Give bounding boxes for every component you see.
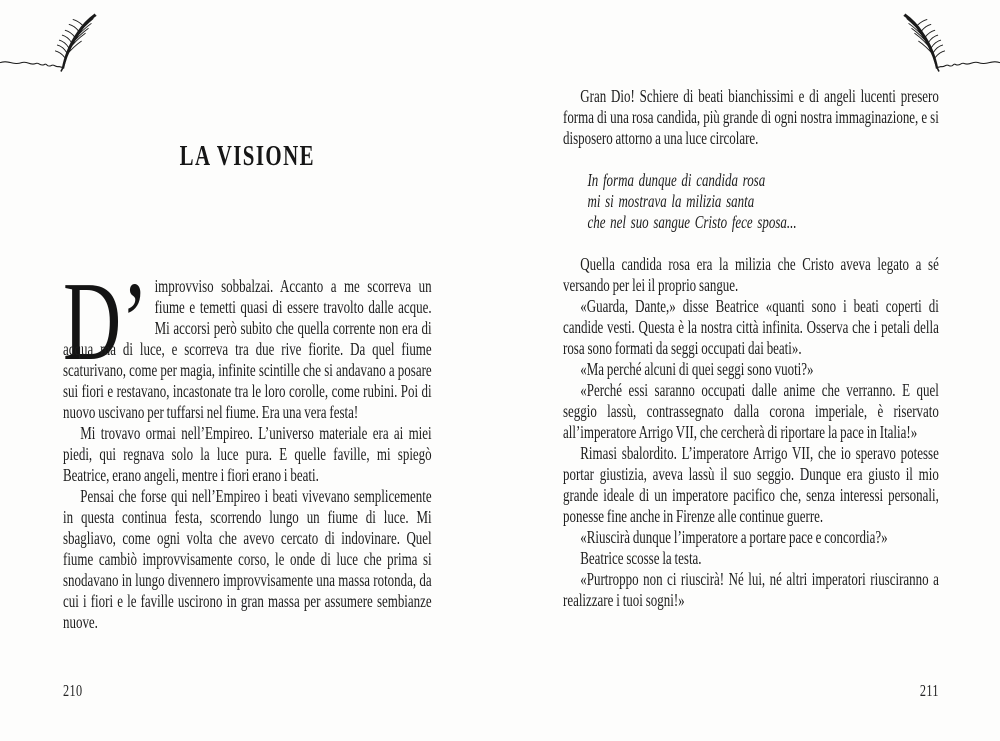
paragraph: «Perché essi saranno occupati dalle anime che verranno. E quel seggio lassù, contrassegnato dalla corona imperiale, è riservato all’imperatore Arrigo VII, che cercherà di riportare la pace in Italia!» [563, 380, 939, 442]
paragraph: Gran Dio! Schiere di beati bianchissimi e di angeli lucenti presero forma di una rosa candida, più grande di ogni nostra immaginazione, e si disposero attorno a una luce circolare. [563, 86, 939, 148]
paragraph: Mi trovavo ormai nell’Empireo. L’universo materiale era ai miei piedi, qui regnava solo la luce pura. E quelle faville, mi spiegò Beatrice, erano angeli, mentre i fiori erano i beati. [63, 423, 432, 485]
verse-line: che nel suo sangue Cristo fece sposa... [587, 212, 797, 232]
left-page [63, 0, 432, 741]
verse-line: In forma dunque di candida rosa [587, 170, 766, 190]
paragraph [63, 260, 432, 423]
paragraph: Pensai che forse qui nell’Empireo i beati vivevano semplicemente in questa continua festa, scorrendo lungo un fiume di luce. Mi sbagliavo, come ogni volta che avevo cercato di indovinare. Quel fiume cambiò improvvisamente corso, le onde di luce che prima si snodavano in lungo divennero improvvisamente una massa rotonda, da cui i fiori e le faville uscirono in gran massa per assumere sembianze nuove. [63, 486, 432, 632]
drop-cap: D’ [63, 260, 149, 384]
paragraph: «Ma perché alcuni di quei seggi sono vuoti?» [580, 359, 814, 379]
paragraph: Beatrice scosse la testa. [580, 548, 702, 568]
verse-line: mi si mostrava la milizia santa [587, 191, 755, 211]
paragraph: «Purtroppo non ci riuscirà! Né lui, né altri imperatori riusciranno a realizzare i tuoi sogni!» [563, 569, 939, 610]
paragraph: «Riuscirà dunque l’imperatore a portare pace e concordia?» [580, 527, 888, 547]
right-page [563, 0, 939, 741]
left-page-body [63, 260, 432, 633]
chapter-title: LA VISIONE [179, 140, 315, 172]
right-page-body [563, 86, 939, 611]
paragraph: Rimasi sbalordito. L’imperatore Arrigo VII, che io speravo potesse portar giustizia, aveva lassù il suo seggio. Dunque era giusto il mio grande ideale di un imperatore pacifico che, senza interessi personali, ponesse fine anche in Firenze alle continue guerre. [563, 443, 939, 526]
paragraph-text: improvviso sobbalzai. Accanto a me scorreva un fiume e temetti quasi di essere travolto dalle acque. Mi accorsi però subito che quella corrente non era di acqua ma di luce, e scorreva tra due rive fiorite. Da quel fiume scaturivano, come per magia, infinite scintille che si andavano a posare sui fiori e restavano, incastonate tra le loro corolle, come rubini. Poi di nuovo uscivano per tuffarsi nel fiume. Era una vera festa! [63, 276, 432, 422]
paragraph: «Guarda, Dante,» disse Beatrice «quanti sono i beati coperti di candide vesti. Questa è la nostra città infinita. Osserva che i petali della rosa sono formati da seggi occupati dai beati». [563, 296, 939, 358]
verse-quote [587, 170, 938, 233]
paragraph: Quella candida rosa era la milizia che Cristo aveva legato a sé versando per lei il proprio sangue. [563, 254, 939, 295]
page-number-left: 210 [63, 681, 83, 700]
page-number-right: 211 [919, 681, 939, 700]
